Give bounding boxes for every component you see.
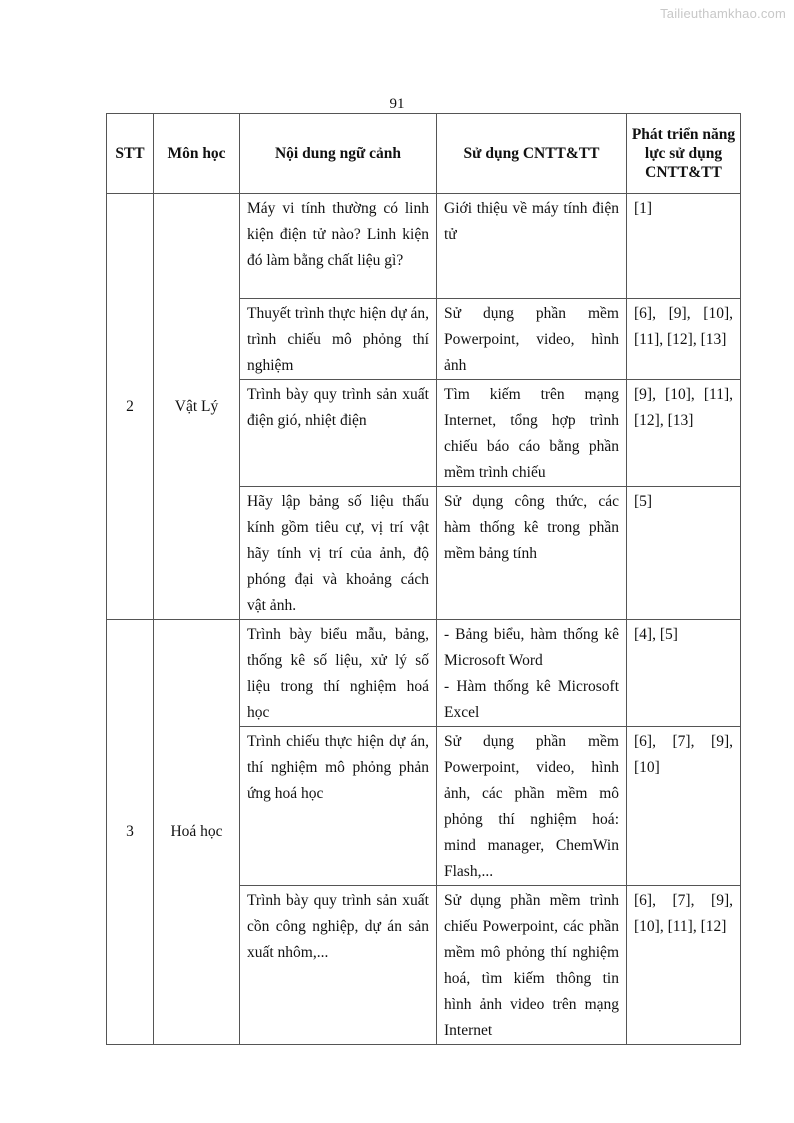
context-cell: Hãy lập bảng số liệu thấu kính gồm tiêu cự, vị trí vật hãy tính vị trí của ảnh, độ phóng đại và khoảng cách vật ảnh. (240, 487, 437, 620)
group-stt: 2 (107, 194, 154, 620)
refs-cell: [6], [7], [9], [10] (627, 727, 741, 886)
header-subject: Môn học (154, 114, 240, 194)
ict-line: - Hàm thống kê Microsoft Excel (444, 678, 619, 721)
context-cell: Trình chiếu thực hiện dự án, thí nghiệm mô phỏng phản ứng hoá học (240, 727, 437, 886)
ict-cell: Sử dụng phần mềm Powerpoint, video, hình ảnh, các phần mềm mô phỏng thí nghiệm hoá: mind manager, ChemWin Flash,... (437, 727, 627, 886)
refs-cell: [5] (627, 487, 741, 620)
ict-cell: Giới thiệu về máy tính điện tử (437, 194, 627, 299)
ict-cell: Sử dụng phần mềm trình chiếu Powerpoint, các phần mềm mô phỏng thí nghiệm hoá, tìm kiếm thông tin hình ảnh video trên mạng Internet (437, 886, 627, 1045)
header-competency: Phát triển năng lực sử dụng CNTT&TT (627, 114, 741, 194)
ict-cell (437, 620, 627, 727)
curriculum-ict-table (106, 113, 741, 1045)
context-cell: Thuyết trình thực hiện dự án, trình chiếu mô phỏng thí nghiệm (240, 299, 437, 380)
header-ict: Sử dụng CNTT&TT (437, 114, 627, 194)
ict-line: - Bảng biểu, hàm thống kê Microsoft Word (444, 626, 619, 669)
context-cell: Trình bày quy trình sản xuất điện gió, nhiệt điện (240, 380, 437, 487)
refs-cell: [4], [5] (627, 620, 741, 727)
ict-cell: Sử dụng công thức, các hàm thống kê trong phần mềm bảng tính (437, 487, 627, 620)
watermark: Tailieuthamkhao.com (660, 6, 786, 21)
header-stt: STT (107, 114, 154, 194)
table-header-row (107, 114, 741, 194)
header-content: Nội dung ngữ cảnh (240, 114, 437, 194)
group-subject: Vật Lý (154, 194, 240, 620)
refs-cell: [6], [9], [10], [11], [12], [13] (627, 299, 741, 380)
context-cell: Trình bày quy trình sản xuất cồn công nghiệp, dự án sản xuất nhôm,... (240, 886, 437, 1045)
context-cell: Máy vi tính thường có linh kiện điện tử nào? Linh kiện đó làm bằng chất liệu gì? (240, 194, 437, 299)
ict-cell: Tìm kiếm trên mạng Internet, tổng hợp trình chiếu báo cáo bằng phần mềm trình chiếu (437, 380, 627, 487)
table-row (107, 194, 741, 299)
group-stt: 3 (107, 620, 154, 1045)
ict-cell: Sử dụng phần mềm Powerpoint, video, hình ảnh (437, 299, 627, 380)
refs-cell: [6], [7], [9], [10], [11], [12] (627, 886, 741, 1045)
table-row (107, 620, 741, 727)
refs-cell: [1] (627, 194, 741, 299)
group-subject: Hoá học (154, 620, 240, 1045)
context-cell: Trình bày biểu mẫu, bảng, thống kê số liệu, xử lý số liệu trong thí nghiệm hoá học (240, 620, 437, 727)
refs-cell: [9], [10], [11], [12], [13] (627, 380, 741, 487)
page-number: 91 (389, 96, 405, 112)
